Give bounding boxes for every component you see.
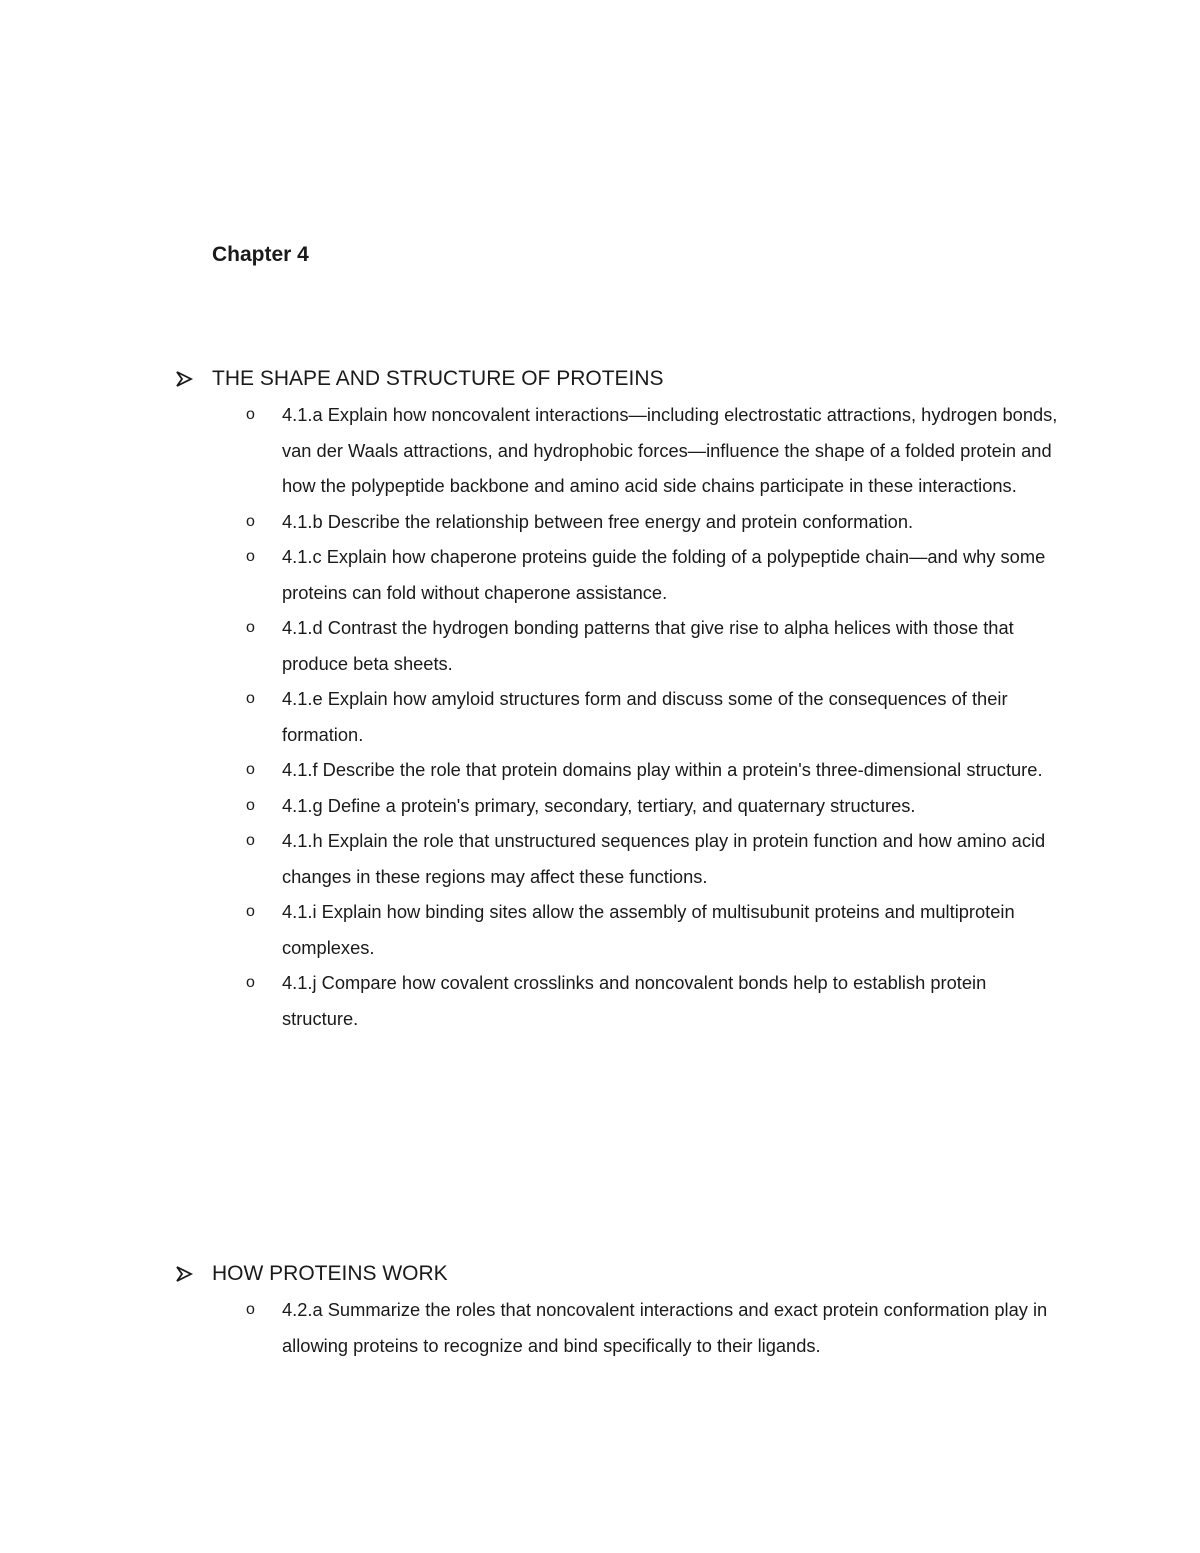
objective-text: 4.1.j Compare how covalent crosslinks and noncovalent bonds help to establish protein structure. — [282, 972, 987, 1029]
objective-text: 4.1.b Describe the relationship between free energy and protein conformation. — [282, 510, 914, 532]
objective-text: 4.1.e Explain how amyloid structures form and discuss some of the consequences of their formation. — [282, 688, 1008, 745]
objective-item — [0, 752, 1062, 788]
objective-text: 4.1.f Describe the role that protein domains play within a protein's three-dimensional structure. — [282, 759, 1043, 780]
objective-text: 4.1.d Contrast the hydrogen bonding patterns that give rise to alpha helices with those that produce beta sheets. — [282, 617, 1014, 674]
objective-text: 4.1.h Explain the role that unstructured sequences play in protein function and how amino acid changes in these regions may affect these functions. — [282, 830, 1046, 887]
section-title: HOW PROTEINS WORK — [212, 1262, 448, 1285]
objective-item — [0, 788, 1062, 824]
objective-item — [0, 965, 1062, 1036]
objective-item — [0, 681, 1062, 752]
circle-bullet-icon: o — [246, 548, 255, 565]
section-how-proteins-work — [0, 1256, 1200, 1363]
section-heading — [0, 361, 1200, 397]
section-shape-structure — [0, 361, 1200, 1036]
circle-bullet-icon: o — [246, 619, 255, 636]
objective-text: 4.1.a Explain how noncovalent interactions—including electrostatic attractions, hydrogen bonds, van der Waals attractions, and hydrophobic forces—influence the shape of a folded protein and how the polypeptide backbone and amino acid side chains participate in these interactions. — [282, 404, 1058, 496]
circle-bullet-icon: o — [246, 1301, 255, 1318]
objective-list — [0, 397, 1200, 1036]
objective-text: 4.1.c Explain how chaperone proteins guide the folding of a polypeptide chain—and why some proteins can fold without chaperone assistance. — [282, 546, 1046, 603]
objective-item — [0, 539, 1062, 610]
objective-text: 4.1.i Explain how binding sites allow the assembly of multisubunit proteins and multiprotein complexes. — [282, 901, 1015, 958]
objective-item — [0, 610, 1062, 681]
arrowhead-bullet-icon — [174, 1264, 194, 1284]
circle-bullet-icon: o — [246, 832, 255, 849]
objective-item — [0, 397, 1062, 504]
objective-item — [0, 823, 1062, 894]
objective-item — [0, 504, 1062, 540]
circle-bullet-icon: o — [246, 512, 255, 530]
objective-item — [0, 894, 1062, 965]
circle-bullet-icon: o — [246, 974, 255, 991]
circle-bullet-icon: o — [246, 761, 255, 778]
circle-bullet-icon: o — [246, 903, 255, 920]
circle-bullet-icon: o — [246, 406, 255, 423]
section-title: THE SHAPE AND STRUCTURE OF PROTEINS — [212, 367, 664, 390]
chapter-title: Chapter 4 — [212, 243, 309, 266]
circle-bullet-icon: o — [246, 690, 255, 707]
section-heading — [0, 1256, 1200, 1292]
objective-item — [0, 1292, 1062, 1363]
arrowhead-bullet-icon — [174, 369, 194, 389]
objective-list — [0, 1292, 1200, 1363]
objective-text: 4.1.g Define a protein's primary, secondary, tertiary, and quaternary structures. — [282, 794, 916, 816]
objective-text: 4.2.a Summarize the roles that noncovalent interactions and exact protein conformation play in allowing proteins to recognize and bind specifically to their ligands. — [282, 1299, 1048, 1356]
circle-bullet-icon: o — [246, 796, 255, 814]
